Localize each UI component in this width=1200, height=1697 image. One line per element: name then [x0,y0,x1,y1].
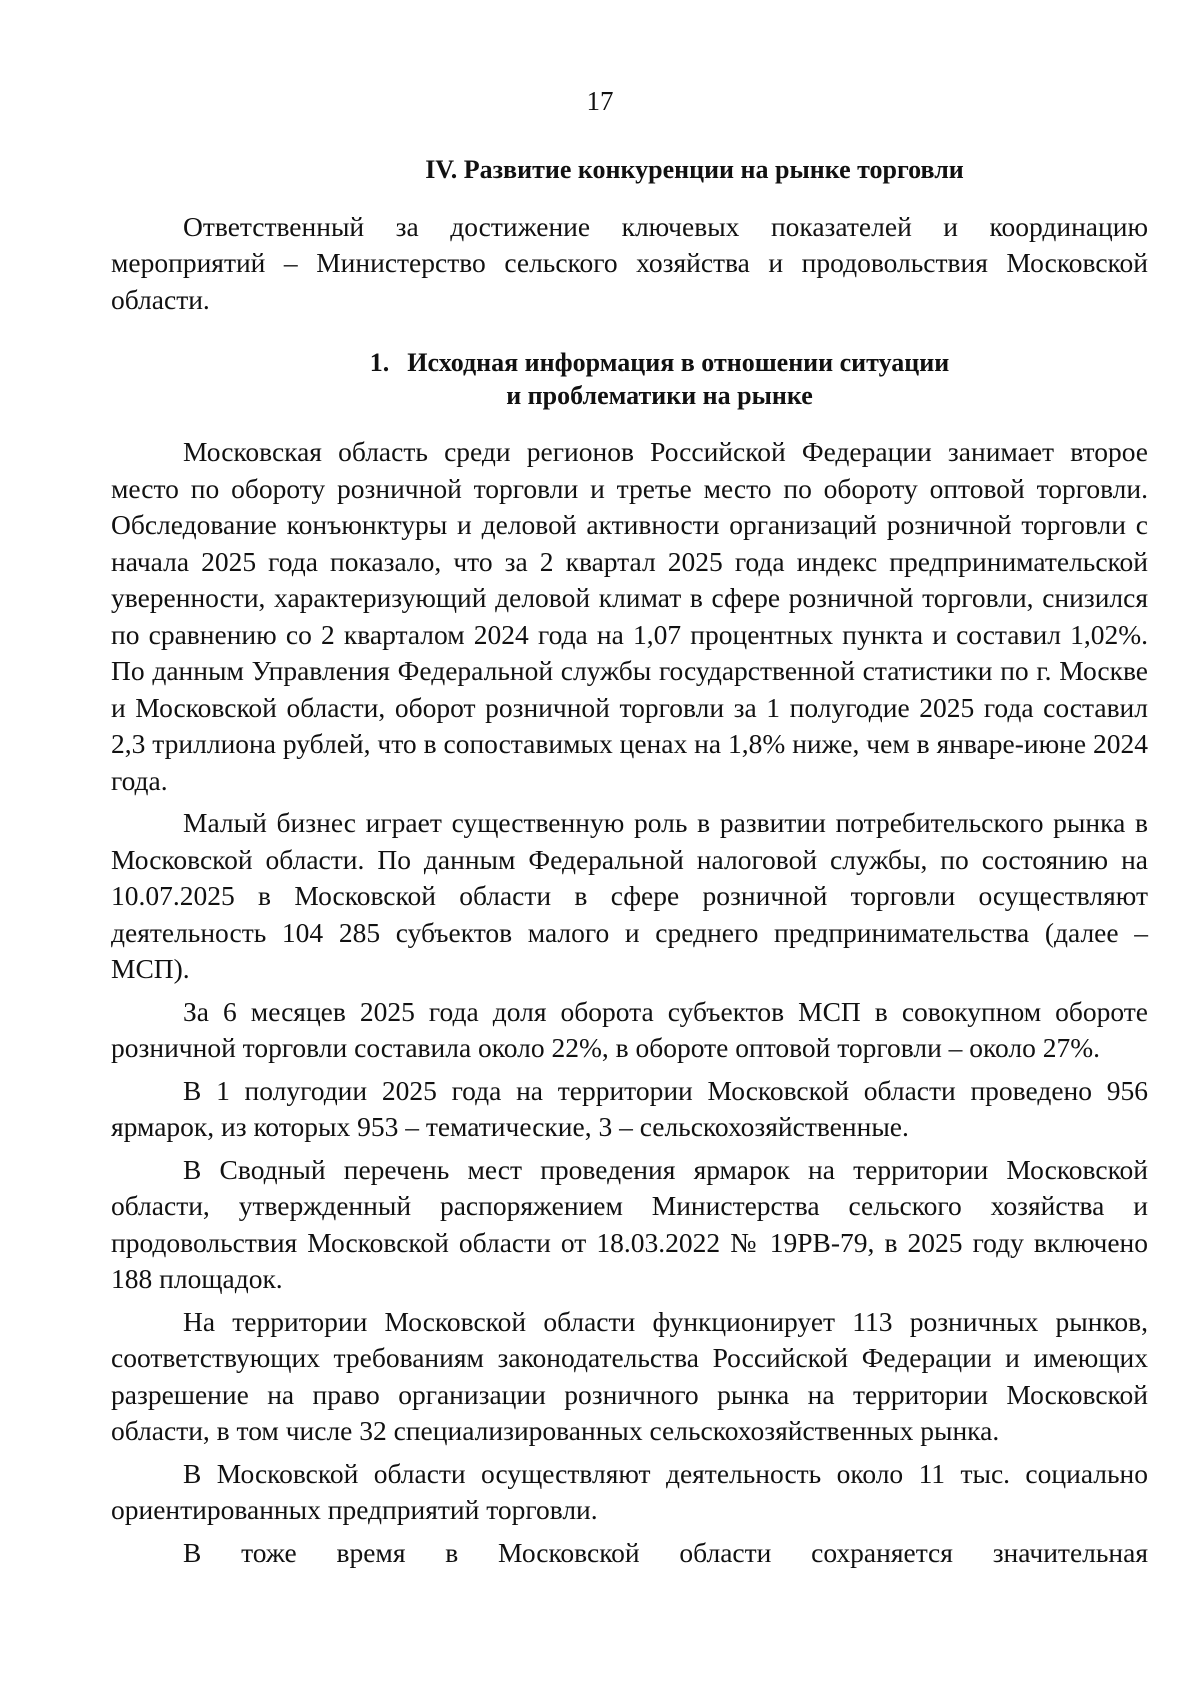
body-paragraph: В 1 полугодии 2025 года на территории Московской области проведено 956 ярмарок, из которых 953 – тематические, 3 – сельскохозяйственные. [111,1074,1148,1142]
subsection-title-line-2: и проблематики на рынке [506,381,813,410]
page-number: 17 [586,86,614,116]
subsection-title [111,346,1148,412]
body-paragraph: Малый бизнес играет существенную роль в развитии потребительского рынка в Московской области. По данным Федеральной налоговой службы, по состоянию на 10.07.2025 в Московской области в сфере розничной торговли осуществляют деятельность 104 285 субъектов малого и среднего предпринимательства (далее – МСП). [111,807,1148,984]
body-paragraph: За 6 месяцев 2025 года доля оборота субъектов МСП в совокупном обороте розничной торговли составила около 22%, в обороте оптовой торговли – около 27%. [111,995,1148,1063]
subsection-title-text-1: Исходная информация в отношении ситуации [407,348,950,377]
body-paragraph: Московская область среди регионов Российской Федерации занимает второе место по обороту розничной торговли и третье место по обороту оптовой торговли. Обследование конъюнктуры и деловой активности организаций розничной торговли с начала 2025 года показало, что за 2 квартал 2025 года индекс предпринимательской уверенности, характеризующий деловой климат в сфере розничной торговли, снизился по сравнению со 2 кварталом 2024 года на 1,07 процентных пункта и составил 1,02%. По данным Управления Федеральной службы государственной статистики по г. Москве и Московской области, оборот розничной торговли за 1 полугодие 2025 года составил 2,3 триллиона рублей, что в сопоставимых ценах на 1,8% ниже, чем в январе-июне 2024 года. [111,436,1148,796]
subsection-number: 1. [369,348,390,377]
body-paragraph-continued: В тоже время в Московской области сохраняется значительная [183,1536,1148,1568]
subsection-title-line-1 [171,346,1148,379]
body-paragraph: В Московской области осуществляют деятельность около 11 тыс. социально ориентированных предприятий торговли. [111,1457,1148,1525]
responsible-paragraph: Ответственный за достижение ключевых показателей и координацию мероприятий – Министерство сельского хозяйства и продовольствия Московской области. [111,210,1148,315]
body-paragraph: На территории Московской области функционирует 113 розничных рынков, соответствующих требованиям законодательства Российской Федерации и имеющих разрешение на право организации розничного рынка на территории Московской области, в том числе 32 специализированных сельскохозяйственных рынка. [111,1305,1148,1446]
section-title: IV. Развитие конкуренции на рынке торговли [425,155,964,184]
body-paragraph: В Сводный перечень мест проведения ярмарок на территории Московской области, утвержденный распоряжением Министерства сельского хозяйства и продовольствия Московской области от 18.03.2022 № 19РВ-79, в 2025 году включено 188 площадок. [111,1153,1148,1294]
page-content [111,152,1148,1577]
